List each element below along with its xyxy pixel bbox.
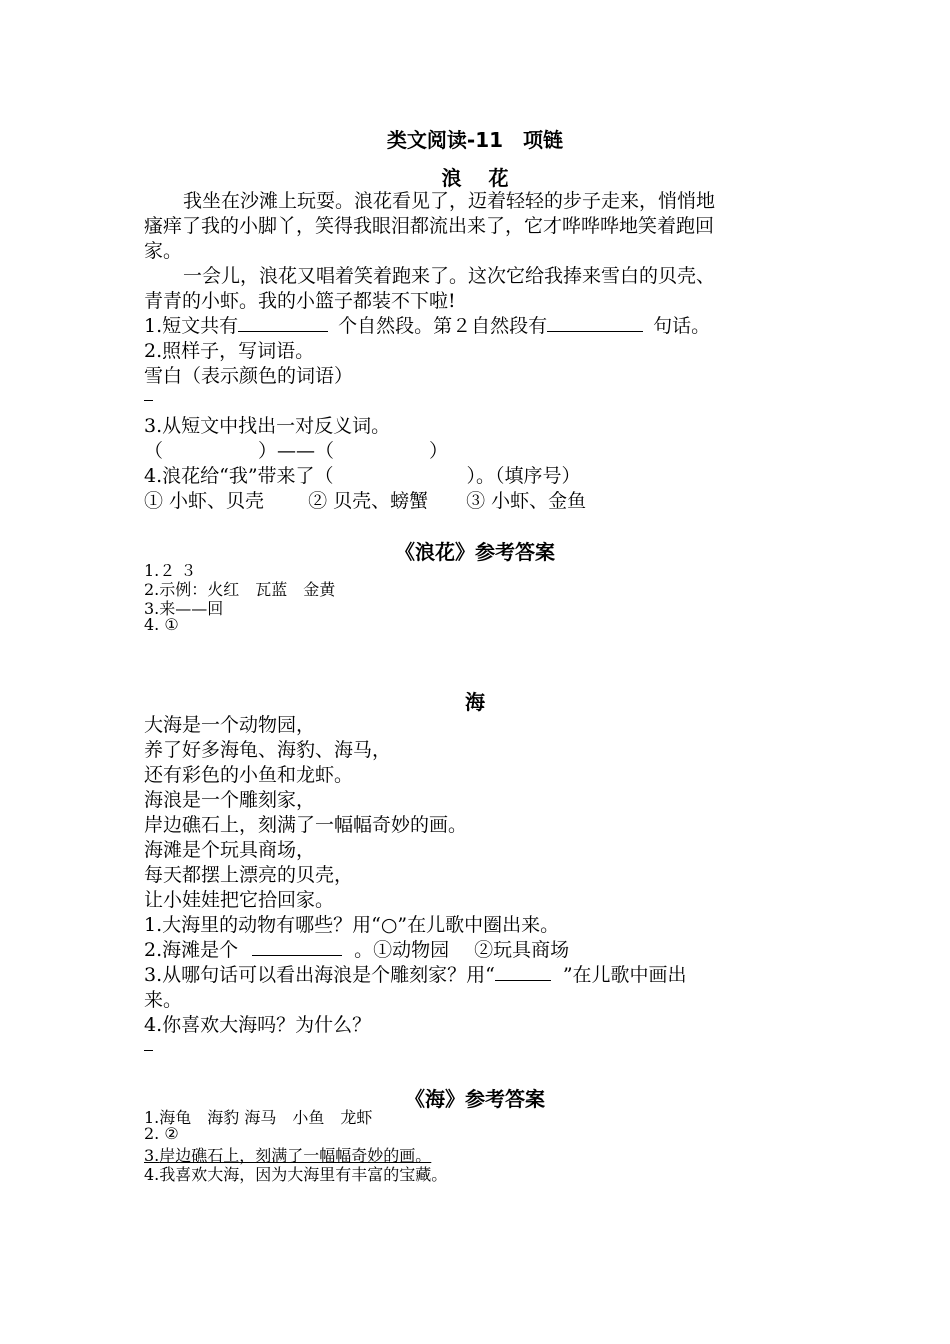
answer-3: 3.来——回 bbox=[144, 599, 224, 618]
poem-line-8: 让小娃娃把它拾回家。 bbox=[144, 889, 335, 911]
answer-4: 4. ① bbox=[144, 615, 179, 634]
poem-line-5: 岸边礁石上，刻满了一幅幅奇妙的画。 bbox=[144, 814, 468, 836]
question-2-example: 雪白（表示颜色的词语） bbox=[144, 365, 354, 387]
question-1-part-a: 1.短文共有 bbox=[144, 315, 239, 337]
section-title-langhua: 浪 花 bbox=[441, 166, 509, 190]
hai-question-3-part-a: 3.从哪句话可以看出海浪是个雕刻家？用“ bbox=[144, 964, 495, 986]
hai-question-2-part-b: 。①动物园 ②玩具商场 bbox=[354, 939, 570, 961]
section-title-hai: 海 bbox=[465, 690, 485, 714]
hai-question-3-continued: 来。 bbox=[144, 989, 183, 1011]
hai-answer-4: 4.我喜欢大海，因为大海里有丰富的宝藏。 bbox=[144, 1165, 448, 1184]
paragraph-2-line-1: 一会儿，浪花又唱着笑着跑来了。这次它给我捧来雪白的贝壳、 bbox=[183, 265, 716, 287]
answer-blank[interactable] bbox=[252, 954, 342, 956]
question-1-part-b: 个自然段。第２自然段有 bbox=[338, 315, 548, 337]
paragraph-1-line-2: 瘙痒了我的小脚丫，笑得我眼泪都流出来了，它才哗哗哗地笑着跑回 bbox=[144, 215, 715, 237]
poem-line-7: 每天都摆上漂亮的贝壳， bbox=[144, 864, 354, 886]
hai-answer-2: 2. ② bbox=[144, 1124, 179, 1143]
question-3: 3.从短文中找出一对反义词。 bbox=[144, 415, 391, 437]
hai-question-2 bbox=[144, 935, 569, 962]
answer-blank[interactable] bbox=[144, 400, 153, 401]
paragraph-1-line-1: 我坐在沙滩上玩耍。浪花看见了，迈着轻轻的步子走来，悄悄地 bbox=[183, 190, 716, 212]
question-3-blanks: （ ）——（ ） bbox=[144, 440, 449, 462]
paragraph-1-line-3: 家。 bbox=[144, 240, 183, 262]
question-4: 4.浪花给“我”带来了（ ）。（填序号） bbox=[144, 465, 581, 487]
document-title: 类文阅读-11 项链 bbox=[386, 128, 564, 152]
answer-blank[interactable] bbox=[144, 1050, 153, 1051]
answer-blank[interactable] bbox=[547, 330, 643, 332]
answer-key-title-hai: 《海》参考答案 bbox=[405, 1087, 545, 1111]
paragraph-2-line-2: 青青的小虾。我的小篮子都装不下啦! bbox=[144, 290, 456, 312]
poem-line-3: 还有彩色的小鱼和龙虾。 bbox=[144, 764, 354, 786]
hai-question-2-part-a: 2.海滩是个 bbox=[144, 939, 239, 961]
answer-blank[interactable] bbox=[495, 979, 551, 981]
question-4-options: ① 小虾、贝壳 ② 贝壳、螃蟹 ③ 小虾、金鱼 bbox=[144, 490, 587, 512]
hai-answer-3-text: 岸边礁石上，刻满了一幅幅奇妙的画。 bbox=[159, 1146, 432, 1165]
poem-line-6: 海滩是个玩具商场， bbox=[144, 839, 316, 861]
poem-line-4: 海浪是一个雕刻家， bbox=[144, 789, 316, 811]
hai-question-3-part-b: ”在儿歌中画出 bbox=[562, 964, 687, 986]
answer-1: 1.２ ３ bbox=[144, 561, 197, 580]
hai-question-4: 4.你喜欢大海吗？为什么？ bbox=[144, 1014, 372, 1036]
question-2: 2.照样子，写词语。 bbox=[144, 340, 315, 362]
answer-blank[interactable] bbox=[238, 330, 328, 332]
hai-question-3 bbox=[144, 960, 687, 987]
question-1-part-c: 句话。 bbox=[653, 315, 711, 337]
poem-line-1: 大海是一个动物园， bbox=[144, 714, 316, 736]
question-1 bbox=[144, 311, 710, 338]
hai-answer-3-number: 3. bbox=[144, 1146, 160, 1165]
answer-key-title-langhua: 《浪花》参考答案 bbox=[395, 540, 555, 564]
poem-line-2: 养了好多海龟、海豹、海马， bbox=[144, 739, 392, 761]
hai-question-1: 1.大海里的动物有哪些？用“○”在儿歌中圈出来。 bbox=[144, 914, 560, 936]
hai-answer-1: 1.海龟 海豹 海马 小鱼 龙虾 bbox=[144, 1108, 373, 1127]
answer-2: 2.示例：火红 瓦蓝 金黄 bbox=[144, 580, 336, 599]
